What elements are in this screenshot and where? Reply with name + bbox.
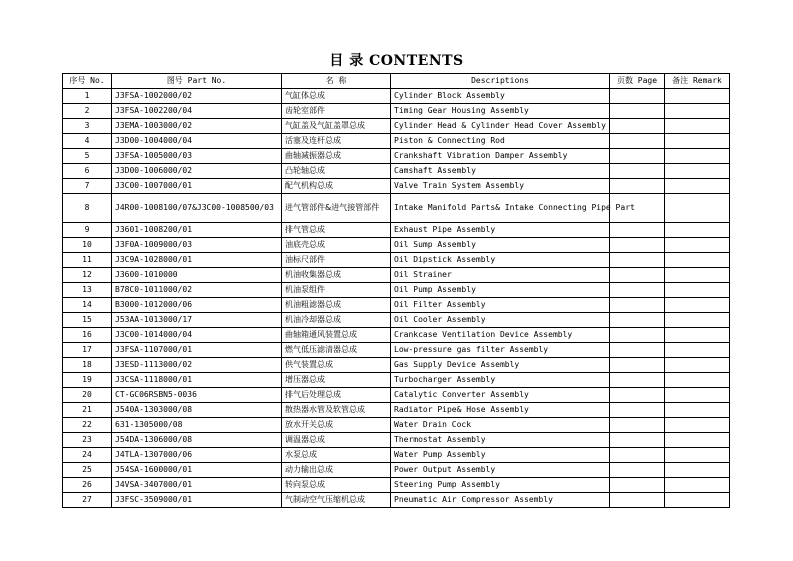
part-name: 油底壳总成 [282,238,391,253]
part-name: 进气管部件&进气接管部件 [282,194,391,223]
part-name: 活塞及连杆总成 [282,134,391,149]
page-cell [610,149,665,164]
remark-cell [665,253,730,268]
remark-cell [665,283,730,298]
remark-cell [665,328,730,343]
header-remark: 备注 Remark [665,74,730,89]
page-cell [610,403,665,418]
part-description: Camshaft Assembly [391,164,610,179]
table-row [63,89,730,104]
part-number: J3FSA-1107000/01 [112,343,282,358]
row-number: 2 [63,104,112,119]
part-number: J3FSA-1002200/04 [112,104,282,119]
part-number: J53AA-1013000/17 [112,313,282,328]
remark-cell [665,418,730,433]
part-description: Oil Sump Assembly [391,238,610,253]
part-name: 排气后处理总成 [282,388,391,403]
row-number: 7 [63,179,112,194]
page-cell [610,433,665,448]
part-name: 曲轴减振器总成 [282,149,391,164]
part-name: 机油冷却器总成 [282,313,391,328]
remark-cell [665,433,730,448]
remark-cell [665,478,730,493]
part-description: Piston & Connecting Rod [391,134,610,149]
page-cell [610,328,665,343]
remark-cell [665,448,730,463]
part-number: J3CSA-1118000/01 [112,373,282,388]
table-row [63,328,730,343]
header-page: 页数 Page [610,74,665,89]
page-cell [610,179,665,194]
table-row [63,268,730,283]
row-number: 14 [63,298,112,313]
remark-cell [665,493,730,508]
table-row [63,478,730,493]
part-description: Oil Strainer [391,268,610,283]
part-description: Cylinder Head & Cylinder Head Cover Assembly [391,119,610,134]
row-number: 1 [63,89,112,104]
part-number: J3601-1008200/01 [112,223,282,238]
table-row [63,343,730,358]
remark-cell [665,134,730,149]
part-name: 燃气低压滤清器总成 [282,343,391,358]
part-description: Power Output Assembly [391,463,610,478]
table-row [63,373,730,388]
row-number: 27 [63,493,112,508]
part-name: 气缸盖及气缸盖罩总成 [282,119,391,134]
row-number: 12 [63,268,112,283]
page-cell [610,418,665,433]
remark-cell [665,463,730,478]
part-name: 供气装置总成 [282,358,391,373]
remark-cell [665,119,730,134]
part-number: J4VSA-3407000/01 [112,478,282,493]
part-description: Valve Train System Assembly [391,179,610,194]
part-number: J3EMA-1003000/02 [112,119,282,134]
remark-cell [665,403,730,418]
part-number: J3FSA-1002000/02 [112,89,282,104]
table-row [63,358,730,373]
page-cell [610,463,665,478]
table-row [63,194,730,223]
row-number: 11 [63,253,112,268]
part-description: Radiator Pipe& Hose Assembly [391,403,610,418]
part-description: Timing Gear Housing Assembly [391,104,610,119]
part-name: 放水开关总成 [282,418,391,433]
part-description: Turbocharger Assembly [391,373,610,388]
remark-cell [665,313,730,328]
remark-cell [665,358,730,373]
remark-cell [665,388,730,403]
part-number: J54SA-1600000/01 [112,463,282,478]
table-row [63,238,730,253]
part-description: Exhaust Pipe Assembly [391,223,610,238]
part-description: Low-pressure gas filter Assembly [391,343,610,358]
table-row [63,388,730,403]
table-row [63,433,730,448]
header-part-no: 图号 Part No. [112,74,282,89]
page-cell [610,164,665,179]
part-name: 配气机构总成 [282,179,391,194]
row-number: 4 [63,134,112,149]
row-number: 20 [63,388,112,403]
part-description: Crankshaft Vibration Damper Assembly [391,149,610,164]
table-row [63,448,730,463]
row-number: 23 [63,433,112,448]
part-description: Oil Cooler Assembly [391,313,610,328]
remark-cell [665,89,730,104]
part-description: Oil Dipstick Assembly [391,253,610,268]
header-no: 序号 No. [63,74,112,89]
part-number: CT-GC06RSBN5-0036 [112,388,282,403]
header-name: 名 称 [282,74,391,89]
remark-cell [665,343,730,358]
part-number: J3ESD-1113000/02 [112,358,282,373]
row-number: 16 [63,328,112,343]
table-row [63,179,730,194]
remark-cell [665,149,730,164]
part-name: 齿轮室部件 [282,104,391,119]
table-row [63,164,730,179]
row-number: 10 [63,238,112,253]
part-number: B78C0-1011000/02 [112,283,282,298]
table-row [63,463,730,478]
page-cell [610,493,665,508]
table-row [63,119,730,134]
row-number: 6 [63,164,112,179]
contents-table [62,73,730,508]
remark-cell [665,298,730,313]
page-cell [610,253,665,268]
page-cell [610,373,665,388]
part-name: 机油粗滤器总成 [282,298,391,313]
part-description: Catalytic Converter Assembly [391,388,610,403]
remark-cell [665,223,730,238]
part-number: J54DA-1306000/08 [112,433,282,448]
table-row [63,149,730,164]
part-name: 水泵总成 [282,448,391,463]
part-name: 曲轴箱通风装置总成 [282,328,391,343]
part-name: 凸轮轴总成 [282,164,391,179]
part-description: Crankcase Ventilation Device Assembly [391,328,610,343]
part-description: Oil Filter Assembly [391,298,610,313]
part-description: Intake Manifold Parts& Intake Connecting Pipe Part [391,194,610,223]
part-description: Steering Pump Assembly [391,478,610,493]
row-number: 19 [63,373,112,388]
part-description: Thermostat Assembly [391,433,610,448]
part-name: 气制动空气压缩机总成 [282,493,391,508]
page-cell [610,358,665,373]
row-number: 18 [63,358,112,373]
row-number: 3 [63,119,112,134]
row-number: 5 [63,149,112,164]
remark-cell [665,238,730,253]
part-description: Pneumatic Air Compressor Assembly [391,493,610,508]
page-cell [610,283,665,298]
part-name: 转向泵总成 [282,478,391,493]
header-descriptions: Descriptions [391,74,610,89]
page-cell [610,298,665,313]
table-row [63,403,730,418]
part-number: J3FSA-1005000/03 [112,149,282,164]
row-number: 17 [63,343,112,358]
part-number: J3C00-1007000/01 [112,179,282,194]
page-cell [610,104,665,119]
row-number: 8 [63,194,112,223]
remark-cell [665,373,730,388]
table-row [63,283,730,298]
remark-cell [665,104,730,119]
remark-cell [665,268,730,283]
page-title: 目 录 CONTENTS [329,53,464,69]
page-cell [610,268,665,283]
page-cell [610,119,665,134]
row-number: 13 [63,283,112,298]
part-name: 机油泵组件 [282,283,391,298]
part-number: J3D00-1006000/02 [112,164,282,179]
header-row [63,74,730,89]
remark-cell [665,194,730,223]
part-number: J4TLA-1307000/06 [112,448,282,463]
part-name: 机油收集器总成 [282,268,391,283]
part-number: B3000-1012000/06 [112,298,282,313]
part-number: J3F0A-1009000/03 [112,238,282,253]
part-name: 排气管总成 [282,223,391,238]
part-description: Gas Supply Device Assembly [391,358,610,373]
part-number: J3D00-1004000/04 [112,134,282,149]
page-cell [610,478,665,493]
page-cell [610,313,665,328]
part-number: J3C9A-1028000/01 [112,253,282,268]
part-description: Water Pump Assembly [391,448,610,463]
part-name: 增压器总成 [282,373,391,388]
part-name: 油标尺部件 [282,253,391,268]
page-cell [610,223,665,238]
part-name: 调温器总成 [282,433,391,448]
page-cell [610,343,665,358]
table-row [63,313,730,328]
page-cell [610,448,665,463]
part-name: 气缸体总成 [282,89,391,104]
part-number: J540A-1303000/08 [112,403,282,418]
part-number: J3FSC-3509000/01 [112,493,282,508]
part-description: Oil Pump Assembly [391,283,610,298]
part-number: 631-1305000/08 [112,418,282,433]
row-number: 25 [63,463,112,478]
part-number: J3600-1010000 [112,268,282,283]
part-number: J3C00-1014000/04 [112,328,282,343]
row-number: 24 [63,448,112,463]
remark-cell [665,179,730,194]
part-name: 散热器水管及软管总成 [282,403,391,418]
table-row [63,298,730,313]
row-number: 26 [63,478,112,493]
remark-cell [665,164,730,179]
row-number: 15 [63,313,112,328]
row-number: 9 [63,223,112,238]
table-row [63,418,730,433]
part-name: 动力输出总成 [282,463,391,478]
part-description: Cylinder Block Assembly [391,89,610,104]
row-number: 22 [63,418,112,433]
part-number: J4R00-1008100/07&J3C00-1008500/03 [112,194,282,223]
table-row [63,223,730,238]
page-cell [610,388,665,403]
row-number: 21 [63,403,112,418]
part-description: Water Drain Cock [391,418,610,433]
table-row [63,104,730,119]
table-row [63,134,730,149]
table-row [63,253,730,268]
table-row [63,493,730,508]
page-cell [610,134,665,149]
page-cell [610,89,665,104]
page-cell [610,238,665,253]
